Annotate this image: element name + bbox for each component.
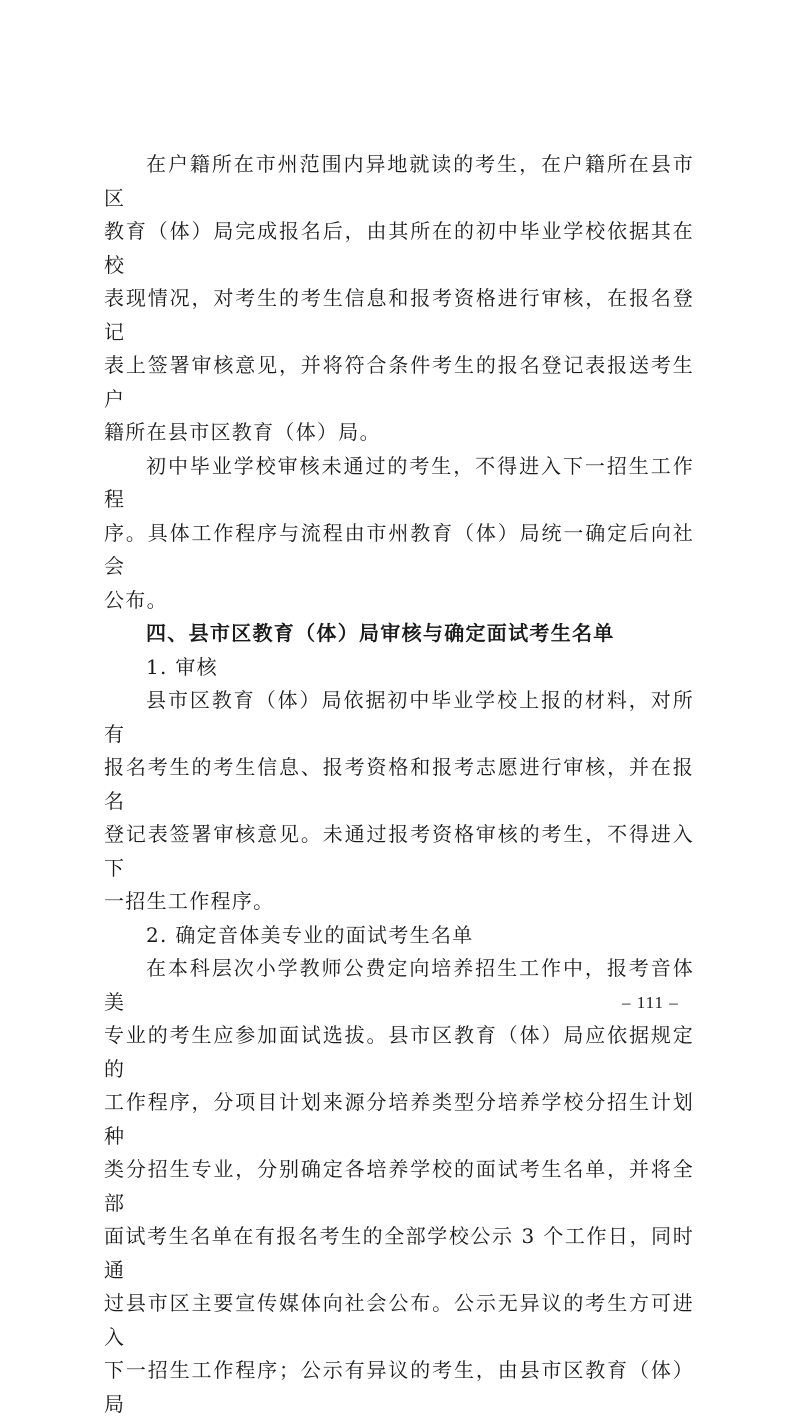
paragraph-registration-review: 在户籍所在市州范围内异地就读的考生，在户籍所在县市区 教育（体）局完成报名后，由其所在的初中毕业学校依据其在校 表现情况，对考生的考生信息和报考资格进行审核，在报名登记 表上签署审核意见，并将符合条件考生的报名登记表报送考生户 籍所在县市区教育（体）局。 [104,152,694,444]
paragraph-review-failed: 初中毕业学校审核未通过的考生，不得进入下一招生工作程 序。具体工作程序与流程由市州教育（体）局统一确定后向社会 公布。 [104,453,694,612]
document-body [104,148,694,1421]
subsection-1-text: 县市区教育（体）局依据初中毕业学校上报的材料，对所有 报名考生的考生信息、报考资格和报考志愿进行审核，并在报名 登记表签署审核意见。未通过报考资格审核的考生，不得进入下 一招生工作程序。 [104,688,694,913]
subsection-2-title: 2. 确定音体美专业的面试考生名单 [146,922,474,947]
section-heading: 四、县市区教育（体）局审核与确定面试考生名单 [146,621,615,645]
page-number: – 111 – [622,993,679,1012]
subsection-2-text: 在本科层次小学教师公费定向培养招生工作中，报考音体美 专业的考生应参加面试选拔。县市区教育（体）局应依据规定的 工作程序，分项目计划来源分培养类型分培养学校分招生计划种 类分招生专业，分别确定各培养学校的面试考生名单，并将全部 面试考生名单在有报名考生的全部学校公示 3 个工作日，同时通 过县市区主要宣传媒体向社会公布。公示无异议的考生方可进入 下一招生工作程序；公示有异议的考生，由县市区教育（体）局 [104,956,694,1416]
subsection-1-title: 1. 审核 [146,654,218,679]
